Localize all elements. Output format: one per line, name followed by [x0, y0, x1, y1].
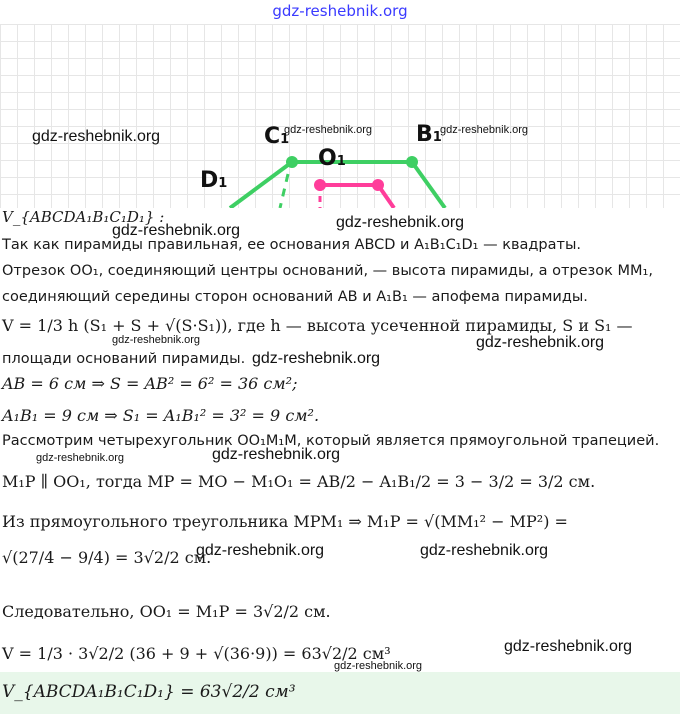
- point-b1: [406, 156, 418, 168]
- point-c1: [286, 156, 298, 168]
- watermark: gdz-reshebnik.org: [112, 222, 241, 239]
- watermark: gdz-reshebnik.org: [336, 214, 465, 231]
- formula-ab: AB = 6 см ⇒ S = AB² = 6² = 36 см²;: [2, 374, 298, 393]
- watermark: gdz-reshebnik.org: [440, 124, 529, 136]
- label-o1: O1: [318, 146, 346, 171]
- point-m1: [372, 179, 384, 191]
- formula-m1p: Из прямоугольного треугольника MPM₁ ⇒ M₁P = √(MM₁² − MP²) =: [2, 512, 568, 531]
- watermark: gdz-reshebnik.org: [420, 542, 549, 559]
- formula-oo1: Следовательно, OO₁ = M₁P = 3√2/2 см.: [2, 602, 331, 621]
- watermark: gdz-reshebnik.org: [36, 452, 125, 464]
- head-formula: V_{ABCDA₁B₁C₁D₁} :: [2, 208, 165, 226]
- paragraph-1: Так как пирамиды правильная, ее основания ABCD и A₁B₁C₁D₁ — квадраты.: [2, 237, 582, 253]
- label-d1: D1: [200, 168, 228, 193]
- formula-volume-result: V = 1/3 · 3√2/2 (36 + 9 + √(36·9)) = 63√2/2 см³: [2, 644, 391, 663]
- hidden-edge: [280, 174, 288, 208]
- paragraph-2a: Отрезок OO₁, соединяющий центры оснований, — высота пирамиды, а отрезок MM₁,: [2, 263, 653, 279]
- point-o1: [314, 179, 326, 191]
- watermark: gdz-reshebnik.org: [112, 334, 201, 346]
- watermark: gdz-reshebnik.org: [196, 542, 325, 559]
- formula-mp: M₁P ∥ OO₁, тогда MP = MO − M₁O₁ = AB/2 − A₁B₁/2 = 3 − 3/2 = 3/2 см.: [2, 472, 596, 491]
- pyramid-figure: [0, 24, 680, 208]
- volume-formula: V = 1/3 h (S₁ + S + √(S·S₁)), где h — высота усеченной пирамиды, S и S₁ —: [2, 316, 633, 335]
- label-c1: C1: [264, 124, 290, 149]
- watermark: gdz-reshebnik.org: [32, 128, 161, 145]
- watermark: gdz-reshebnik.org: [504, 638, 633, 655]
- watermark: gdz-reshebnik.org: [284, 124, 373, 136]
- answer-box: [0, 672, 680, 714]
- watermark: gdz-reshebnik.org: [252, 350, 381, 367]
- formula-root: √(27/4 − 9/4) = 3√2/2 см.: [2, 548, 212, 567]
- edge-b1-down: [412, 162, 445, 208]
- edge-d1-c1: [230, 162, 292, 208]
- paragraph-7: Рассмотрим четырехугольник OO₁M₁M, который является прямоугольной трапецией.: [2, 433, 660, 449]
- watermark: gdz-reshebnik.org: [334, 660, 423, 672]
- formula-a1b1: A₁B₁ = 9 см ⇒ S₁ = A₁B₁² = 3² = 9 см².: [2, 406, 320, 425]
- watermark: gdz-reshebnik.org: [476, 334, 605, 351]
- answer-formula: V_{ABCDA₁B₁C₁D₁} = 63√2/2 см³: [2, 682, 296, 702]
- paragraph-2b: соединяющий середины сторон оснований AB и A₁B₁ — апофема пирамиды.: [2, 289, 588, 305]
- site-header-link[interactable]: gdz-reshebnik.org: [272, 2, 408, 20]
- label-b1: B1: [416, 122, 442, 147]
- watermark: gdz-reshebnik.org: [212, 446, 341, 463]
- paragraph-4: площади оснований пирамиды.: [2, 351, 246, 367]
